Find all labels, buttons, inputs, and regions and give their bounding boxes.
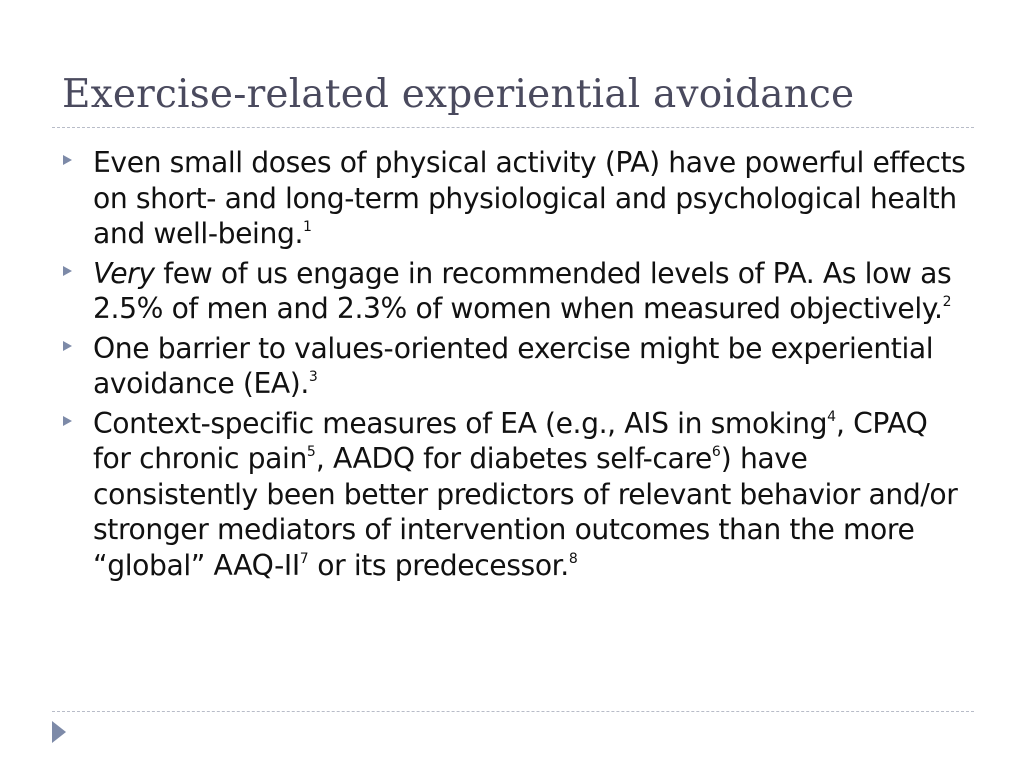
citation-number: 3 (308, 369, 318, 386)
bullet-item (62, 256, 972, 327)
bullet-text: Very few of us engage in recommended levels of PA. As low as 2.5% of men and 2.3% of women when measured objectively.$^2$ (93, 256, 952, 325)
bullet-text: One barrier to values-oriented exercise might be experiential avoidance (EA).$^3$ (93, 331, 934, 400)
bullet-item (62, 331, 972, 402)
citation-number: 4 (827, 408, 837, 425)
citation-number: 8 (568, 550, 578, 567)
citation-number: 6 (711, 444, 721, 461)
title-divider (52, 127, 974, 128)
triangle-bullet-icon (63, 155, 72, 165)
bullet-list (62, 145, 972, 587)
bullet-text: Even small doses of physical activity (PA) have powerful effects on short- and long-term physiological and psychological health and well-being.$^1$ (93, 146, 966, 250)
citation-number: 5 (306, 444, 316, 461)
citation-number: 2 (942, 294, 952, 311)
bullet-text: Context-specific measures of EA (e.g., AIS in smoking$^4$, CPAQ for chronic pain$^5$, AADQ for diabetes self-care$^6$) have consistently been better predictors of relevant behavior and/or stronger mediators of intervention outcomes than the more “global” AAQ-$II^7$ or its predecessor.$^8$ (93, 406, 958, 582)
triangle-bullet-icon (63, 266, 72, 276)
bullet-item (62, 145, 972, 252)
citation-number: 7 (299, 550, 309, 567)
footer-divider (52, 711, 974, 712)
next-arrow-icon[interactable] (52, 721, 66, 743)
triangle-bullet-icon (63, 416, 72, 426)
citation-number: 1 (303, 219, 312, 236)
bullet-item (62, 406, 972, 584)
slide-title: Exercise-related experiential avoidance (62, 72, 855, 117)
triangle-bullet-icon (63, 341, 72, 351)
